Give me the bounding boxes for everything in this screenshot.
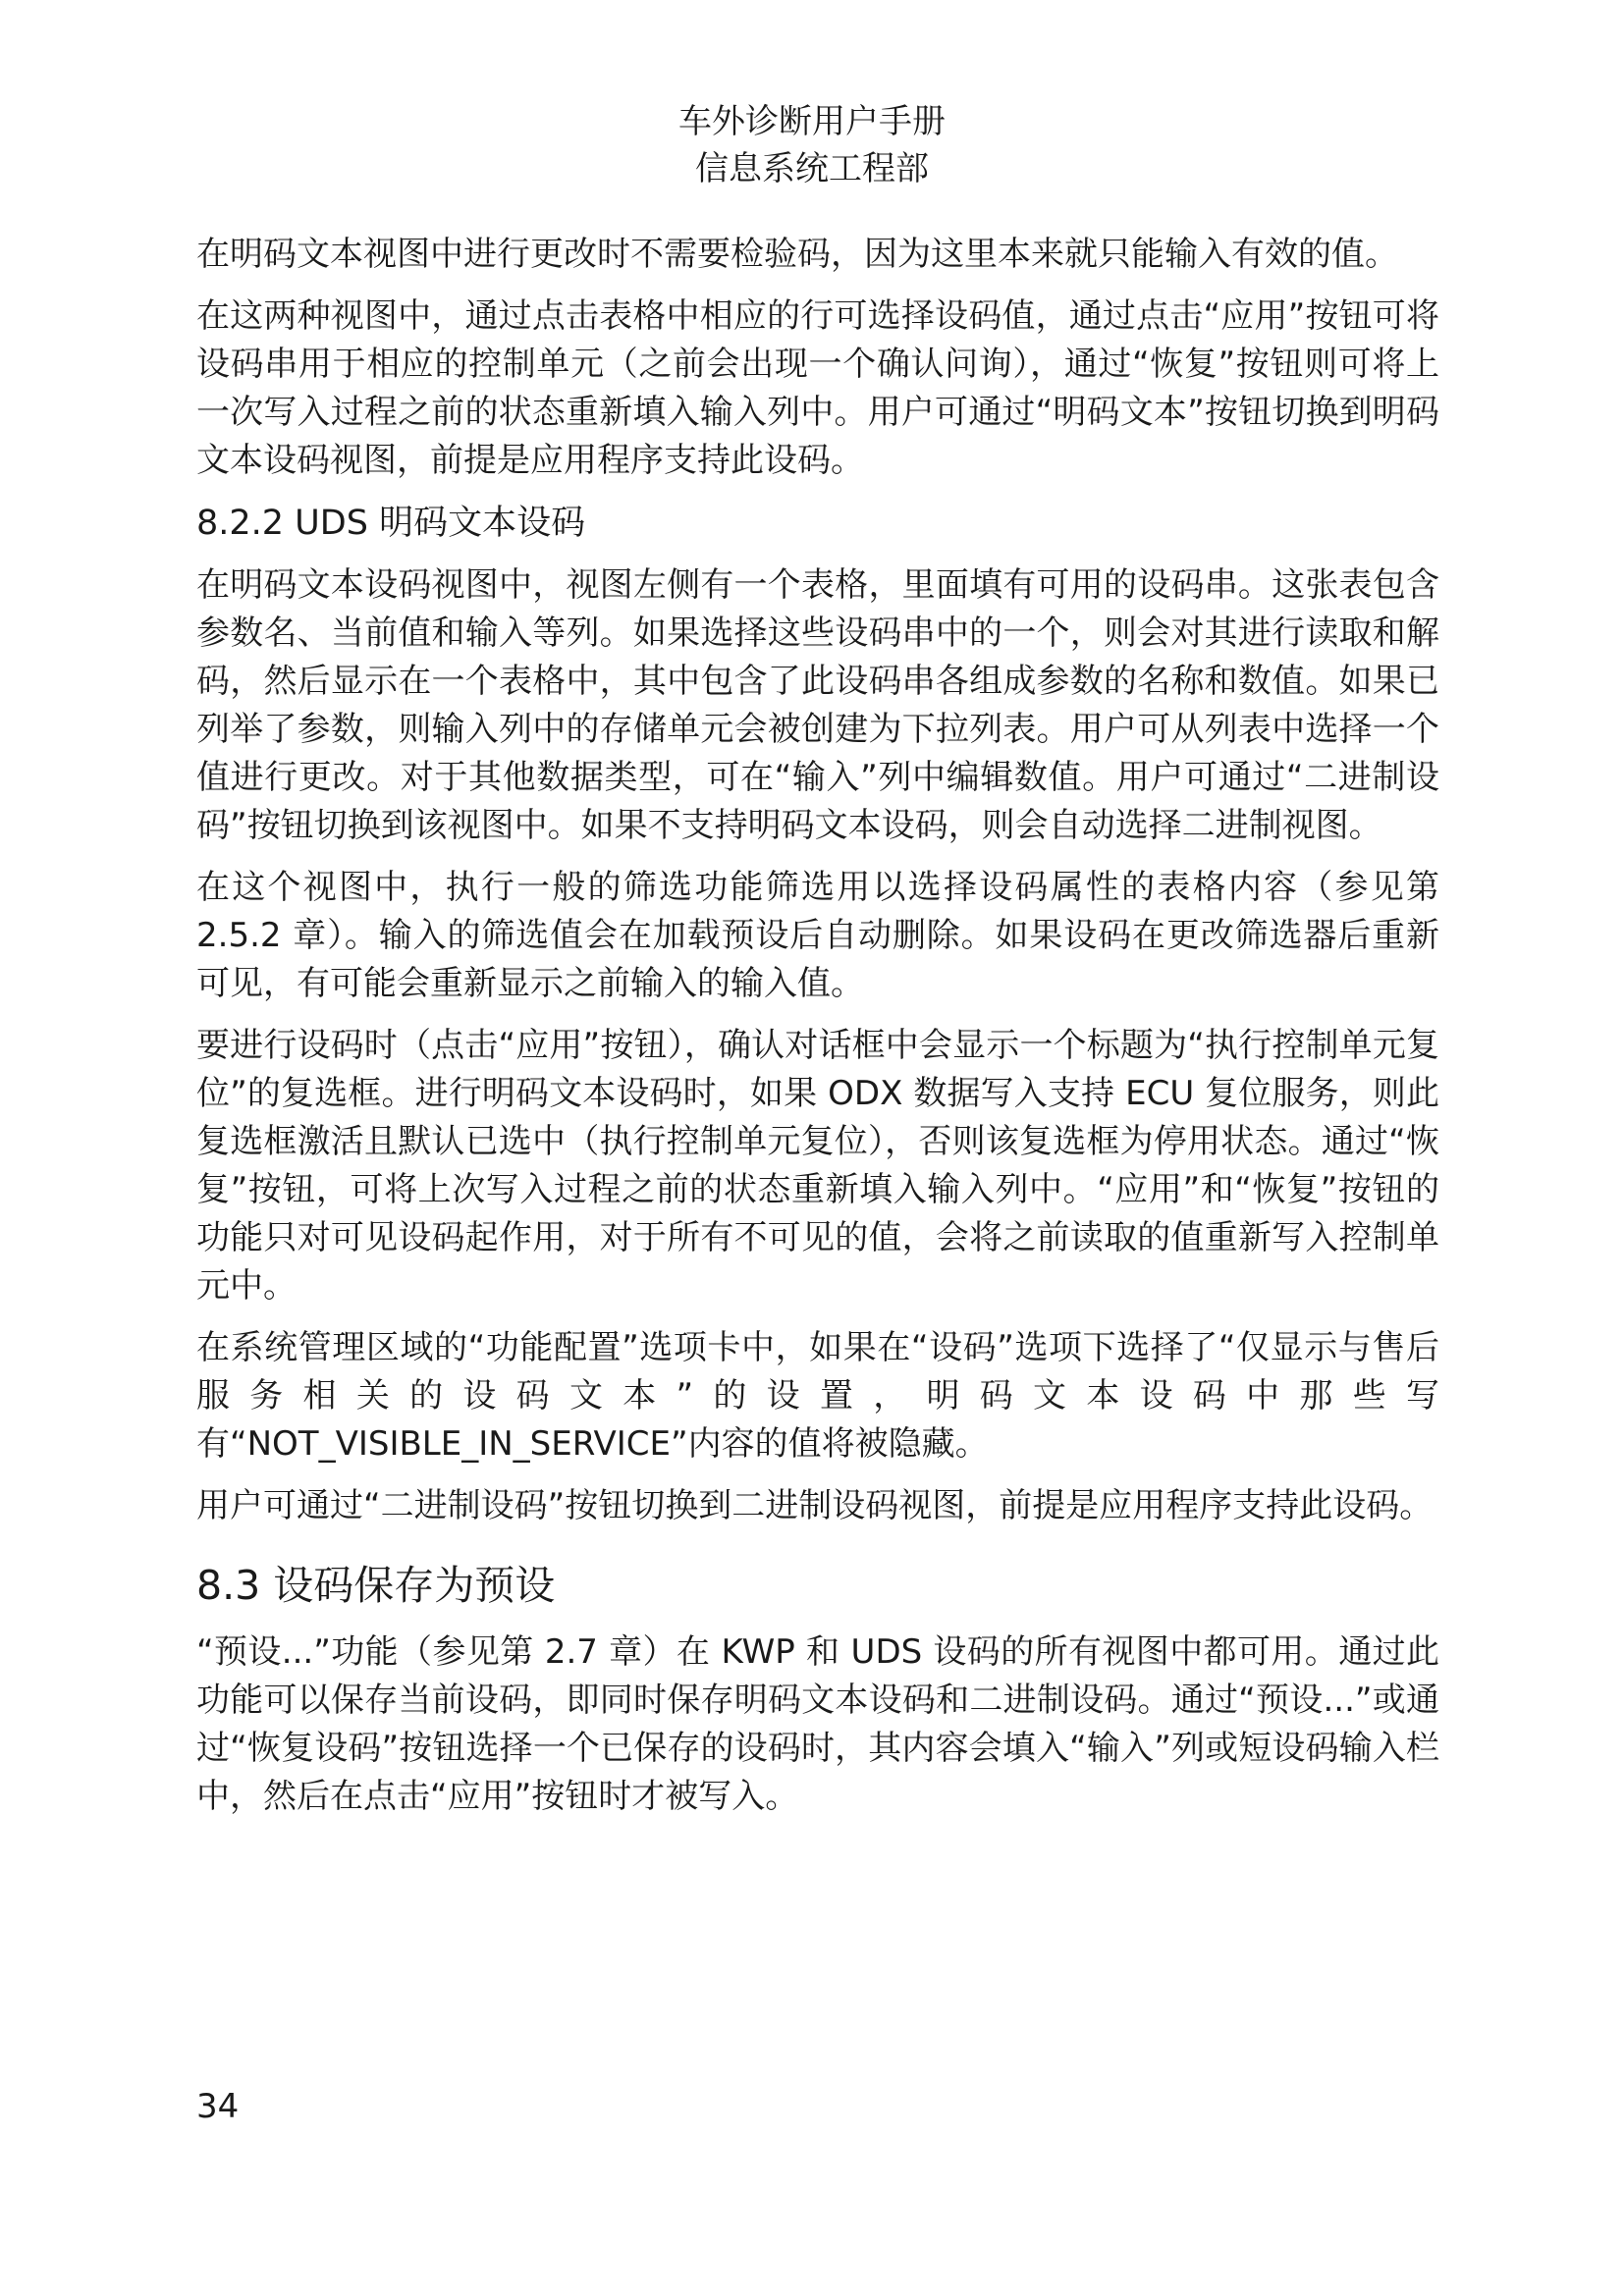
paragraph: 在这两种视图中，通过点击表格中相应的行可选择设码值，通过点击“应用”按钮可将设码串用于相应的控制单元（之前会出现一个确认问询），通过“恢复”按钮则可将上一次写入过程之前的状态重新填入输入列中。用户可通过“明码文本”按钮切换到明码文本设码视图，前提是应用程序支持此设码。 <box>196 296 1439 480</box>
section-heading-8-3: 8.3 设码保存为预设 <box>196 1562 556 1609</box>
paragraph: 在明码文本视图中进行更改时不需要检验码，因为这里本来就只能输入有效的值。 <box>196 235 1398 274</box>
paragraph: 在明码文本设码视图中，视图左侧有一个表格，里面填有可用的设码串。这张表包含参数名、当前值和输入等列。如果选择这些设码串中的一个，则会对其进行读取和解码，然后显示在一个表格中，其中包含了此设码串各组成参数的名称和数值。如果已列举了参数，则输入列中的存储单元会被创建为下拉列表。用户可从列表中选择一个值进行更改。对于其他数据类型，可在“输入”列中编辑数值。用户可通过“二进制设码”按钮切换到该视图中。如果不支持明码文本设码，则会自动选择二进制视图。 <box>196 565 1439 845</box>
paragraph: “预设...”功能（参见第 2.7 章）在 KWP 和 UDS 设码的所有视图中都可用。通过此功能可以保存当前设码，即同时保存明码文本设码和二进制设码。通过“预设...”或通过“恢复设码”按钮选择一个已保存的设码时，其内容会填入“输入”列或短设码输入栏中，然后在点击“应用”按钮时才被写入。 <box>196 1632 1439 1816</box>
department-name: 信息系统工程部 <box>695 149 929 188</box>
paragraph: 在这个视图中，执行一般的筛选功能筛选用以选择设码属性的表格内容（参见第 2.5.2 章）。输入的筛选值会在加载预设后自动删除。如果设码在更改筛选器后重新可见，有可能会重新显示之前输入的输入值。 <box>196 868 1439 1003</box>
page-content <box>196 231 1439 1835</box>
paragraph: 在系统管理区域的“功能配置”选项卡中，如果在“设码”选项下选择了“仅显示与售后服务相关的设码文本”的设置，明码文本设码中那些写有“NOT_VISIBLE_IN_SERVICE”内容的值将被隐藏。 <box>196 1328 1439 1464</box>
page-number: 34 <box>196 2087 240 2126</box>
document-title: 车外诊断用户手册 <box>678 102 946 141</box>
section-heading-8-2-2: 8.2.2 UDS 明码文本设码 <box>196 504 586 543</box>
page-header <box>0 98 1624 192</box>
paragraph: 要进行设码时（点击“应用”按钮），确认对话框中会显示一个标题为“执行控制单元复位”的复选框。进行明码文本设码时，如果 ODX 数据写入支持 ECU 复位服务，则此复选框激活且默认已选中（执行控制单元复位），否则该复选框为停用状态。通过“恢复”按钮，可将上次写入过程之前的状态重新填入输入列中。“应用”和“恢复”按钮的功能只对可见设码起作用，对于所有不可见的值，会将之前读取的值重新写入控制单元中。 <box>196 1026 1439 1306</box>
paragraph: 用户可通过“二进制设码”按钮切换到二进制设码视图，前提是应用程序支持此设码。 <box>196 1486 1434 1525</box>
